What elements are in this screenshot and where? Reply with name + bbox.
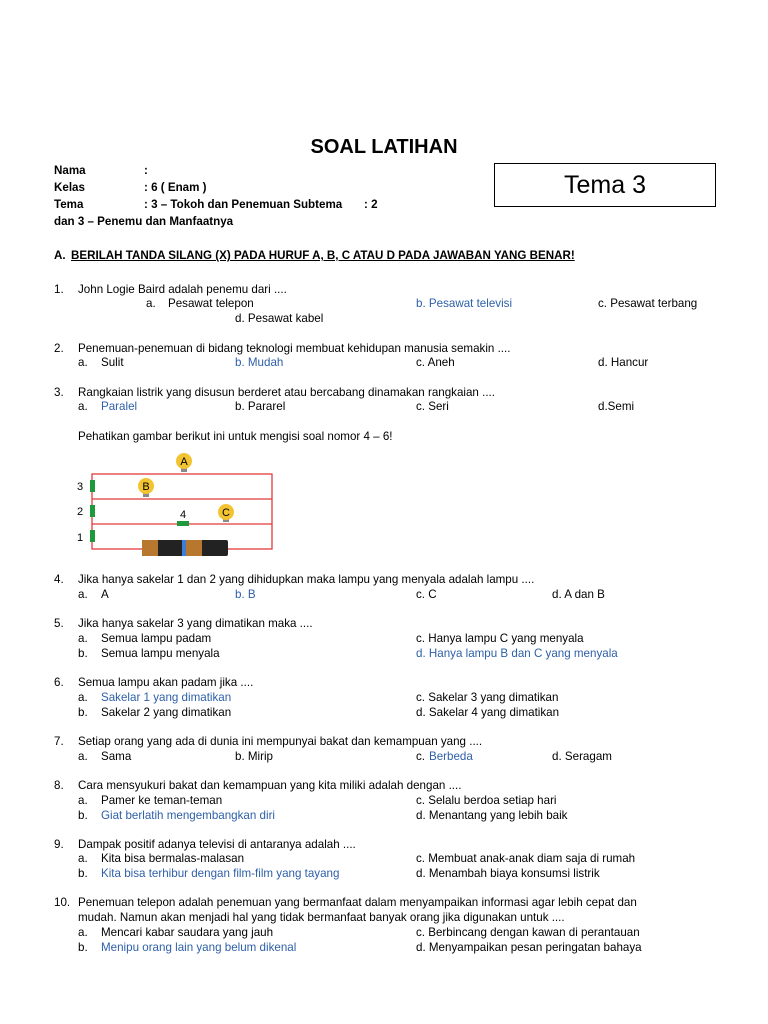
q6-option-c: c. Sakelar 3 yang dimatikan	[416, 691, 559, 704]
q8-option-c: c. Selalu berdoa setiap hari	[416, 794, 557, 807]
q5-number: 5.	[54, 617, 64, 630]
q7-text: Setiap orang yang ada di dunia ini mempunyai bakat dan kemampuan yang ....	[78, 735, 483, 748]
tema-continuation: dan 3 – Penemu dan Manfaatnya	[54, 215, 234, 228]
switch-2-label: 2	[76, 506, 84, 518]
q4-number: 4.	[54, 573, 64, 586]
q9-option-c: c. Membuat anak-anak diam saja di rumah	[416, 852, 636, 865]
q9-text: Dampak positif adanya televisi di antaranya adalah ....	[78, 838, 356, 851]
q7-option-c: Berbeda	[429, 750, 473, 763]
q6-option-d: d. Sakelar 4 yang dimatikan	[416, 706, 560, 719]
battery-pack	[142, 540, 228, 556]
switch-3	[90, 480, 95, 492]
q3-text: Rangkaian listrik yang disusun berderet atau bercabang dinamakan rangkaian ....	[78, 386, 495, 399]
q8-option-d: d. Menantang yang lebih baik	[416, 809, 568, 822]
q1-option-a: Pesawat telepon	[168, 297, 254, 310]
q10-option-c: c. Berbincang dengan kawan di perantauan	[416, 926, 640, 939]
q5-text: Jika hanya sakelar 3 yang dimatikan maka ....	[78, 617, 313, 630]
tema-value: : 3 – Tokoh dan Penemuan Subtema	[144, 198, 343, 211]
section-instruction: BERILAH TANDA SILANG (X) PADA HURUF A, B, C ATAU D PADA JAWABAN YANG BENAR!	[71, 249, 575, 262]
q10-text-line2: mudah. Namun akan menjadi hal yang tidak bermanfaat banyak orang jika digunakan untuk ....	[78, 911, 565, 924]
q5-option-b: Semua lampu menyala	[101, 647, 220, 660]
svg-text:A: A	[180, 456, 188, 468]
q2-option-b: b. Mudah	[235, 356, 284, 369]
q4-option-b: b. B	[235, 588, 256, 601]
subtema-value: : 2	[364, 198, 378, 211]
svg-text:C: C	[222, 507, 230, 519]
q7-option-a-letter: a.	[78, 750, 88, 763]
switch-3-label: 3	[76, 481, 84, 493]
q10-option-b: Menipu orang lain yang belum dikenal	[101, 941, 297, 954]
q1-option-a-letter: a.	[146, 297, 156, 310]
switch-4-label: 4	[179, 509, 187, 521]
q8-number: 8.	[54, 779, 64, 792]
q8-option-b: Giat berlatih mengembangkan diri	[101, 809, 276, 822]
q1-option-d: d. Pesawat kabel	[235, 312, 324, 325]
q6-text: Semua lampu akan padam jika ....	[78, 676, 254, 689]
tema-box: Tema 3	[494, 163, 716, 207]
q10-text-line1: Penemuan telepon adalah penemuan yang bermanfaat dalam menyampaikan informasi agar lebih cepat dan	[78, 896, 637, 909]
q10-option-a-letter: a.	[78, 926, 88, 939]
q7-option-b: b. Mirip	[235, 750, 274, 763]
q8-option-a: Pamer ke teman-teman	[101, 794, 223, 807]
q5-option-a-letter: a.	[78, 632, 88, 645]
nama-label: Nama	[54, 164, 86, 177]
lamp-b	[138, 478, 154, 497]
q10-option-b-letter: b.	[78, 941, 88, 954]
switch-2	[90, 505, 95, 517]
q6-number: 6.	[54, 676, 64, 689]
svg-text:B: B	[142, 481, 150, 493]
q3-option-c: c. Seri	[416, 400, 449, 413]
q8-option-b-letter: b.	[78, 809, 88, 822]
q5-option-b-letter: b.	[78, 647, 88, 660]
switch-1	[90, 530, 95, 542]
q1-option-c: c. Pesawat terbang	[598, 297, 698, 310]
figure-note: Pehatikan gambar berikut ini untuk mengisi soal nomor 4 – 6!	[78, 430, 393, 443]
q9-option-b: Kita bisa terhibur dengan film-film yang tayang	[101, 867, 340, 880]
lamp-a	[176, 453, 192, 472]
q7-option-c-prefix: c.	[416, 750, 426, 763]
q6-option-b: Sakelar 2 yang dimatikan	[101, 706, 232, 719]
q10-option-d: d. Menyampaikan pesan peringatan bahaya	[416, 941, 642, 954]
q8-text: Cara mensyukuri bakat dan kemampuan yang kita miliki adalah dengan ....	[78, 779, 462, 792]
q4-option-a-letter: a.	[78, 588, 88, 601]
tema-label: Tema	[54, 198, 84, 211]
circuit-diagram	[74, 450, 280, 562]
q1-number: 1.	[54, 283, 64, 296]
q8-option-a-letter: a.	[78, 794, 88, 807]
q6-option-a: Sakelar 1 yang dimatikan	[101, 691, 232, 704]
q4-option-d: d. A dan B	[552, 588, 605, 601]
q9-option-a: Kita bisa bermalas-malasan	[101, 852, 245, 865]
q9-option-a-letter: a.	[78, 852, 88, 865]
q7-option-a: Sama	[101, 750, 132, 763]
switch-4	[177, 521, 189, 526]
lamp-c	[218, 504, 234, 522]
q10-number: 10.	[54, 896, 71, 909]
q1-text: John Logie Baird adalah penemu dari ....	[78, 283, 287, 296]
q9-number: 9.	[54, 838, 64, 851]
q3-option-a-letter: a.	[78, 400, 88, 413]
switch-1-label: 1	[76, 532, 84, 544]
q6-option-b-letter: b.	[78, 706, 88, 719]
q4-option-a: A	[101, 588, 109, 601]
q1-option-b: b. Pesawat televisi	[416, 297, 513, 310]
q2-number: 2.	[54, 342, 64, 355]
page-title: SOAL LATIHAN	[310, 136, 458, 158]
q5-option-d: d. Hanya lampu B dan C yang menyala	[416, 647, 618, 660]
q5-option-a: Semua lampu padam	[101, 632, 212, 645]
q4-text: Jika hanya sakelar 1 dan 2 yang dihidupkan maka lampu yang menyala adalah lampu ....	[78, 573, 535, 586]
nama-colon: :	[144, 164, 148, 177]
kelas-value: : 6 ( Enam )	[144, 181, 207, 194]
q2-option-d: d. Hancur	[598, 356, 649, 369]
section-letter: A.	[54, 249, 66, 262]
q9-option-b-letter: b.	[78, 867, 88, 880]
q4-option-c: c. C	[416, 588, 437, 601]
q9-option-d: d. Menambah biaya konsumsi listrik	[416, 867, 600, 880]
q2-option-a-letter: a.	[78, 356, 88, 369]
q2-option-c: c. Aneh	[416, 356, 455, 369]
q2-option-a: Sulit	[101, 356, 124, 369]
q5-option-c: c. Hanya lampu C yang menyala	[416, 632, 584, 645]
q10-option-a: Mencari kabar saudara yang jauh	[101, 926, 274, 939]
q6-option-a-letter: a.	[78, 691, 88, 704]
q2-text: Penemuan-penemuan di bidang teknologi membuat kehidupan manusia semakin ....	[78, 342, 511, 355]
q7-option-d: d. Seragam	[552, 750, 612, 763]
q3-option-b: b. Pararel	[235, 400, 286, 413]
q3-option-d: d.Semi	[598, 400, 635, 413]
kelas-label: Kelas	[54, 181, 85, 194]
q7-number: 7.	[54, 735, 64, 748]
q3-option-a: Paralel	[101, 400, 138, 413]
q3-number: 3.	[54, 386, 64, 399]
